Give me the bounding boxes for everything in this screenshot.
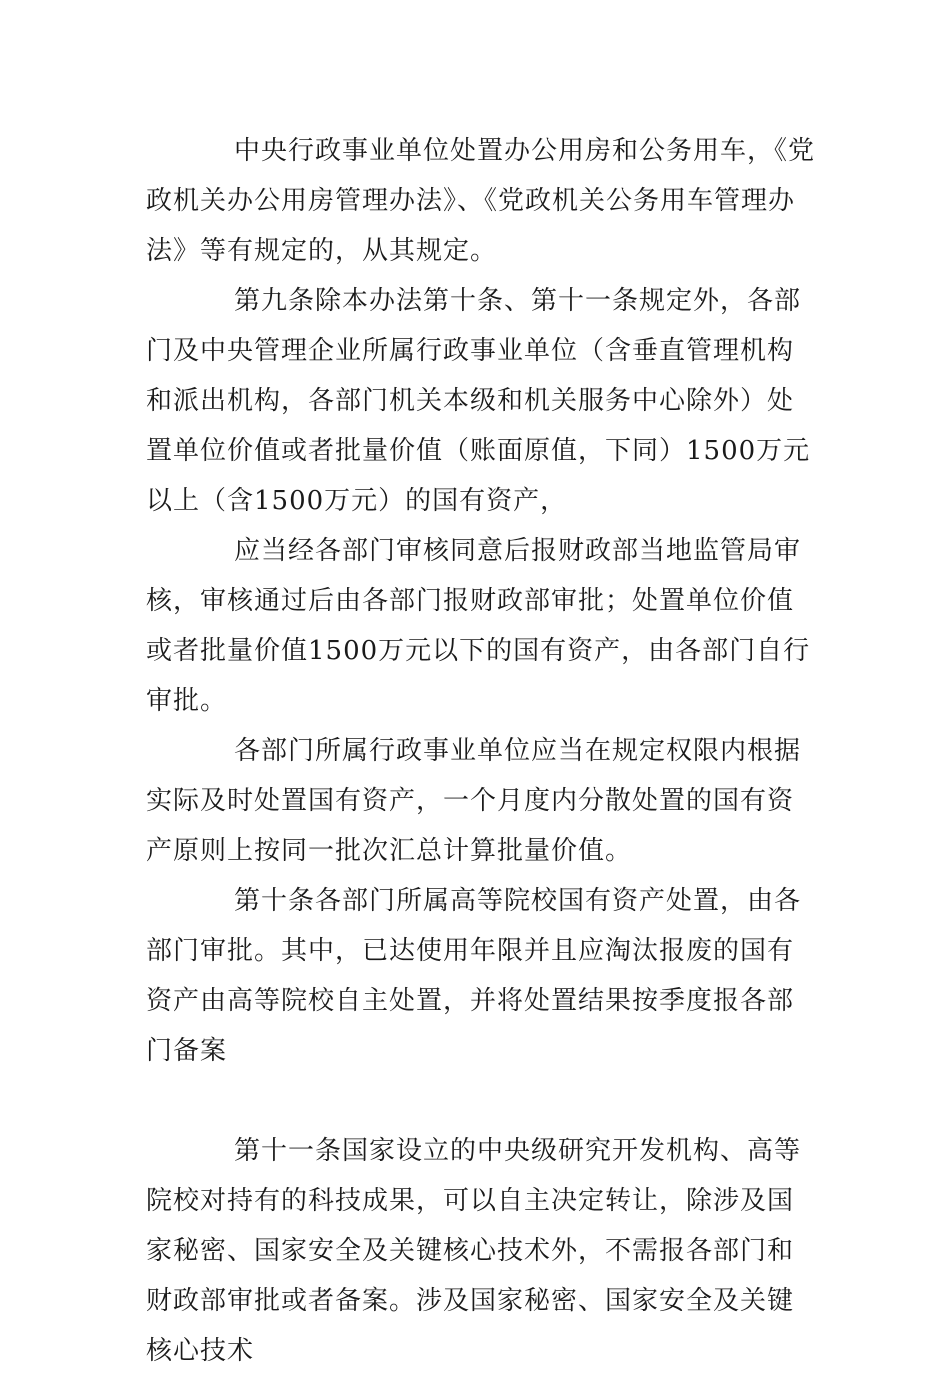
paragraph-approval: 应当经各部门审核同意后报财政部当地监管局审核，审核通过后由各部门报财政部审批；处置单位价值或者批量价值1500万元以下的国有资产，由各部门自行审批。: [146, 536, 811, 716]
paragraph-article-9: 第九条除本办法第十条、第十一条规定外，各部门及中央管理企业所属行政事业单位（含垂直管理机构和派出机构，各部门机关本级和机关服务中心除外）处置单位价值或者批量价值（账面原值，下同）1500万元以上（含1500万元）的国有资产，: [146, 286, 811, 516]
paragraph-timely-disposal: 各部门所属行政事业单位应当在规定权限内根据实际及时处置国有资产，一个月度内分散处置的国有资产原则上按同一批次汇总计算批量价值。: [146, 736, 802, 866]
paragraph-article-11: 第十一条国家设立的中央级研究开发机构、高等院校对持有的科技成果，可以自主决定转让，除涉及国家秘密、国家安全及关键核心技术外，不需报各部门和财政部审批或者备案。涉及国家秘密、国家安全及关键核心技术: [146, 1136, 802, 1366]
paragraph-gap: [146, 1076, 816, 1126]
paragraph-office-vehicle: 中央行政事业单位处置办公用房和公务用车，《党政机关办公用房管理办法》、《党政机关公务用车管理办法》等有规定的，从其规定。: [146, 136, 816, 266]
document-body: [146, 126, 816, 1376]
paragraph-article-10: 第十条各部门所属高等院校国有资产处置，由各部门审批。其中，已达使用年限并且应淘汰报废的国有资产由高等院校自主处置，并将处置结果按季度报各部门备案: [146, 886, 802, 1066]
